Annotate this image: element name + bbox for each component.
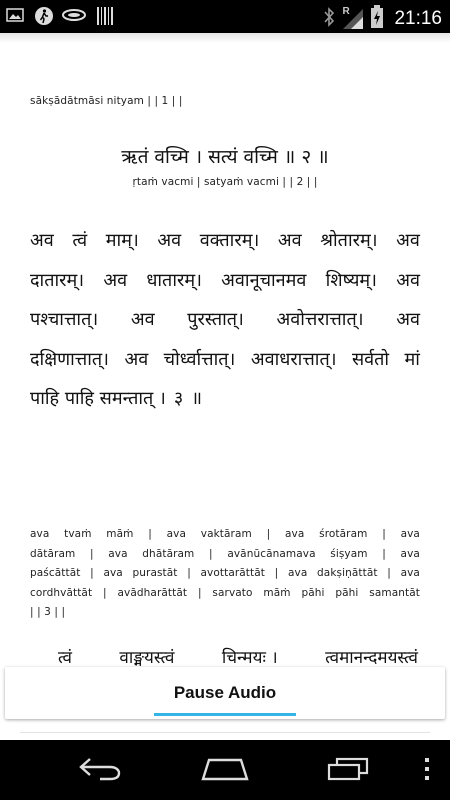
verse-word: ॥ — [191, 388, 203, 409]
translit-word: ava — [30, 528, 50, 540]
roaming-indicator: R — [342, 6, 350, 17]
recent-apps-button[interactable] — [318, 754, 378, 788]
translit-word: śiṣyam — [330, 547, 368, 560]
document-view[interactable] — [0, 33, 450, 667]
verse-word: अव — [130, 309, 155, 330]
home-icon — [201, 757, 249, 785]
translit-word: ava — [287, 567, 308, 579]
signal-icon — [342, 8, 364, 30]
text-line — [30, 221, 420, 261]
translit-word: | — [266, 528, 271, 540]
verse-word: अवोत्तरात्तात्। — [276, 309, 364, 330]
translit-word: | — [382, 547, 386, 560]
verse-word: शिष्यम्। — [325, 269, 377, 291]
verse-word: अव — [124, 348, 149, 370]
translit-word: dakṣiṇāttāt — [317, 567, 378, 579]
verse-word: अव — [277, 230, 302, 251]
verse-word: अव — [396, 269, 420, 291]
verse-word: चोर्ध्वात्तात्। — [163, 348, 236, 370]
translit-word: | — [274, 567, 279, 579]
verse-word: सर्वतो — [351, 348, 390, 370]
verse-2-devanagari: ऋतं वच्मि । सत्यं वच्मि ॥ २ ॥ — [121, 146, 329, 168]
translit-word: dhātāram — [142, 547, 195, 560]
translit-word: paścāttāt — [30, 567, 81, 579]
verse-word: पश्चात्तात्। — [30, 309, 99, 330]
text-line — [30, 525, 420, 545]
translit-word: | | 3 | | — [30, 606, 66, 618]
verse-3-devanagari — [30, 221, 420, 419]
back-button[interactable] — [70, 754, 130, 788]
translit-word: vaktāram — [200, 528, 252, 540]
translit-word: ava — [103, 567, 123, 579]
verse-word: अव — [396, 230, 420, 251]
translit-word: purastāt — [132, 567, 178, 579]
text-line — [30, 379, 420, 419]
bluetooth-icon — [322, 6, 336, 32]
translit-word: samantāt — [369, 586, 420, 599]
selected-indicator — [154, 713, 296, 716]
verse-word: अव — [157, 230, 182, 251]
overflow-menu-icon — [424, 757, 430, 785]
translit-word: | — [89, 547, 94, 560]
translit-word: ava — [400, 547, 420, 560]
page-edge — [0, 33, 450, 43]
verse-word: पाहि पाहि समन्तात् । — [30, 388, 166, 409]
verse-word: त्वं — [58, 648, 72, 667]
verse-3-transliteration — [30, 525, 420, 623]
translit-word: | — [387, 567, 391, 579]
translit-word: ava — [284, 528, 305, 540]
image-icon — [6, 6, 24, 24]
text-line — [30, 300, 420, 340]
translit-word: dātāram — [30, 547, 76, 560]
text-line — [30, 564, 420, 584]
navigation-bar — [0, 740, 450, 800]
verse-1-transliteration: sākṣādātmāsi nityam | | 1 | | — [30, 95, 183, 107]
verse-word: चिन्मयः । — [221, 648, 278, 667]
verse-word: अव — [30, 230, 54, 251]
translit-word: | — [187, 567, 191, 579]
translit-word: ava — [166, 528, 187, 540]
verse-word: अवानूचानमव — [221, 269, 307, 291]
translit-word: | — [148, 528, 152, 540]
translit-word: cordhvāttāt — [30, 586, 93, 599]
verse-word: माम्। — [105, 230, 139, 251]
translit-word: | — [197, 586, 202, 599]
cast-icon — [62, 6, 86, 24]
translit-word: ava — [108, 547, 128, 560]
walk-icon — [34, 6, 52, 24]
translit-word: | — [209, 547, 213, 560]
translit-word: pāhi — [301, 586, 325, 599]
notification-icons — [6, 6, 114, 24]
verse-word: वाङ्मयस्त्वं — [119, 648, 175, 667]
verse-word: त्वमानन्दमयस्त्वं — [325, 648, 418, 667]
verse-word: अव — [396, 309, 420, 330]
translit-word: māṁ — [106, 528, 134, 540]
system-icons — [322, 5, 442, 33]
verse-word: वक्तारम्। — [199, 230, 260, 251]
translit-word: ava — [400, 528, 420, 540]
verse-word: अव — [103, 269, 128, 291]
status-bar — [0, 0, 450, 33]
verse-word: पुरस्तात्। — [187, 309, 244, 330]
verse-2-transliteration: ṛtaṁ vacmi | satyaṁ vacmi | | 2 | | — [132, 176, 318, 188]
translit-word: avādharāttāt — [117, 586, 188, 599]
verse-4-devanagari-partial — [58, 645, 418, 667]
overflow-menu-button[interactable] — [415, 754, 439, 788]
translit-word: ava — [400, 567, 420, 579]
verse-word: मां — [404, 348, 420, 370]
text-line — [30, 584, 420, 604]
translit-word: | — [382, 528, 386, 540]
text-line — [30, 340, 420, 380]
verse-word: धातारम्। — [146, 269, 202, 291]
back-icon — [78, 756, 122, 786]
verse-word: दातारम्। — [30, 269, 85, 291]
translit-word: avottarāttāt — [200, 567, 265, 579]
battery-charging-icon — [370, 5, 384, 33]
text-line — [30, 603, 420, 623]
clock: 21:16 — [394, 8, 442, 29]
translit-word: sarvato — [212, 586, 253, 599]
text-line — [30, 545, 420, 565]
pause-audio-label: Pause Audio — [173, 683, 277, 702]
verse-word: त्वं — [72, 230, 88, 251]
translit-word: | — [90, 567, 94, 579]
recent-apps-icon — [325, 757, 371, 785]
verse-word: ३ — [173, 388, 184, 409]
text-line — [30, 261, 420, 301]
verse-word: अवाधरात्तात्। — [250, 348, 337, 370]
pause-audio-button[interactable] — [5, 667, 445, 719]
barcode-icon — [96, 6, 114, 24]
translit-word: śrotāram — [319, 528, 368, 540]
home-button[interactable] — [195, 754, 255, 788]
translit-word: tvaṁ — [64, 528, 92, 540]
translit-word: | — [103, 586, 107, 599]
translit-word: pāhi — [335, 586, 359, 599]
translit-word: māṁ — [263, 586, 291, 599]
verse-word: दक्षिणात्तात्। — [30, 348, 109, 370]
translit-word: avānūcānamava — [227, 547, 316, 560]
verse-word: श्रोतारम्। — [320, 230, 378, 251]
divider — [20, 732, 430, 733]
